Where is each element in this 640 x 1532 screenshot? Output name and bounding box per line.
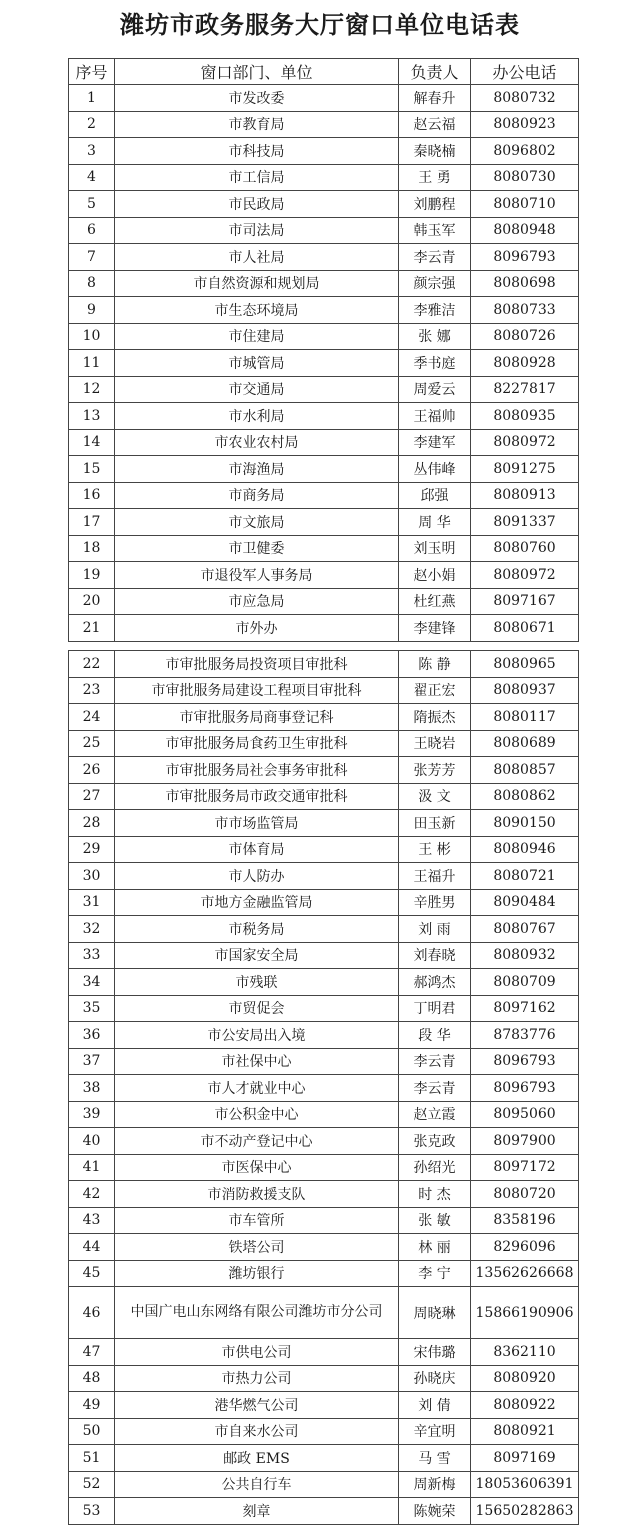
row-unit: 市退役军人事务局	[115, 562, 399, 589]
row-unit: 市消防救援支队	[115, 1181, 399, 1208]
table-row	[69, 429, 579, 456]
row-person: 张芳芳	[399, 757, 471, 784]
row-phone: 8080709	[471, 969, 579, 996]
row-unit: 中国广电山东网络有限公司潍坊市分公司	[115, 1287, 399, 1339]
row-number: 26	[69, 757, 115, 784]
table-row	[69, 1154, 579, 1181]
row-number: 11	[69, 350, 115, 377]
row-unit: 市卫健委	[115, 535, 399, 562]
row-person: 邱强	[399, 482, 471, 509]
row-unit: 市贸促会	[115, 995, 399, 1022]
row-number: 4	[69, 164, 115, 191]
row-unit: 刻章	[115, 1498, 399, 1525]
row-person: 李云青	[399, 244, 471, 271]
row-phone: 8080710	[471, 191, 579, 218]
table-row	[69, 270, 579, 297]
row-number: 48	[69, 1365, 115, 1392]
row-number: 28	[69, 810, 115, 837]
row-unit: 市体育局	[115, 836, 399, 863]
row-unit: 铁塔公司	[115, 1234, 399, 1261]
table-row	[69, 111, 579, 138]
table-header-row	[69, 59, 579, 85]
row-phone: 8080972	[471, 562, 579, 589]
row-phone: 8091337	[471, 509, 579, 536]
phone-table-section-1	[68, 58, 579, 642]
table-row	[69, 1207, 579, 1234]
row-phone: 8080726	[471, 323, 579, 350]
row-number: 44	[69, 1234, 115, 1261]
row-unit: 市人防办	[115, 863, 399, 890]
row-phone: 8080937	[471, 677, 579, 704]
row-number: 39	[69, 1101, 115, 1128]
row-person: 周新梅	[399, 1471, 471, 1498]
table-row	[69, 836, 579, 863]
row-number: 12	[69, 376, 115, 403]
phone-table-section-2	[68, 650, 579, 1339]
table-row	[69, 1101, 579, 1128]
row-phone: 8080720	[471, 1181, 579, 1208]
row-phone: 8080946	[471, 836, 579, 863]
row-person: 王 彬	[399, 836, 471, 863]
table-row	[69, 1128, 579, 1155]
row-number: 29	[69, 836, 115, 863]
row-number: 38	[69, 1075, 115, 1102]
row-person: 张克政	[399, 1128, 471, 1155]
table-row	[69, 677, 579, 704]
row-person: 赵立霞	[399, 1101, 471, 1128]
row-person: 丛伟峰	[399, 456, 471, 483]
row-unit: 市生态环境局	[115, 297, 399, 324]
row-person: 颜宗强	[399, 270, 471, 297]
row-person: 段 华	[399, 1022, 471, 1049]
row-person: 刘春晓	[399, 942, 471, 969]
row-number: 14	[69, 429, 115, 456]
row-person: 李云青	[399, 1075, 471, 1102]
row-person: 张 敏	[399, 1207, 471, 1234]
row-person: 周晓琳	[399, 1287, 471, 1339]
table-row	[69, 757, 579, 784]
row-number: 15	[69, 456, 115, 483]
table-row	[69, 482, 579, 509]
row-phone: 18053606391	[471, 1471, 579, 1498]
row-number: 13	[69, 403, 115, 430]
row-number: 40	[69, 1128, 115, 1155]
row-person: 王福帅	[399, 403, 471, 430]
row-phone: 8080117	[471, 704, 579, 731]
row-person: 李 宁	[399, 1260, 471, 1287]
row-unit: 市审批服务局建设工程项目审批科	[115, 677, 399, 704]
row-phone: 8091275	[471, 456, 579, 483]
row-phone: 8080760	[471, 535, 579, 562]
table-row	[69, 942, 579, 969]
row-person: 宋伟璐	[399, 1339, 471, 1366]
row-phone: 8296096	[471, 1234, 579, 1261]
row-person: 孙晓庆	[399, 1365, 471, 1392]
header-person: 负责人	[399, 59, 471, 85]
table-row	[69, 1418, 579, 1445]
table-row	[69, 509, 579, 536]
row-unit: 市交通局	[115, 376, 399, 403]
row-person: 汲 文	[399, 783, 471, 810]
row-unit: 市商务局	[115, 482, 399, 509]
table-row	[69, 535, 579, 562]
row-phone: 8095060	[471, 1101, 579, 1128]
row-number: 19	[69, 562, 115, 589]
row-unit: 潍坊银行	[115, 1260, 399, 1287]
row-unit: 市海渔局	[115, 456, 399, 483]
row-unit: 公共自行车	[115, 1471, 399, 1498]
row-number: 35	[69, 995, 115, 1022]
table-row	[69, 1392, 579, 1419]
table-row	[69, 244, 579, 271]
table-row	[69, 297, 579, 324]
row-person: 周爱云	[399, 376, 471, 403]
row-person: 王福升	[399, 863, 471, 890]
row-phone: 8080671	[471, 615, 579, 642]
row-phone: 8080721	[471, 863, 579, 890]
row-person: 陈 静	[399, 651, 471, 678]
table-row	[69, 916, 579, 943]
row-person: 赵云福	[399, 111, 471, 138]
table-row	[69, 588, 579, 615]
row-phone: 13562626668	[471, 1260, 579, 1287]
row-phone: 8080922	[471, 1392, 579, 1419]
row-unit: 市发改委	[115, 85, 399, 112]
row-person: 马 雪	[399, 1445, 471, 1472]
row-number: 43	[69, 1207, 115, 1234]
row-number: 17	[69, 509, 115, 536]
row-unit: 市科技局	[115, 138, 399, 165]
row-number: 33	[69, 942, 115, 969]
table-row	[69, 704, 579, 731]
table-row	[69, 1048, 579, 1075]
row-unit: 市工信局	[115, 164, 399, 191]
table-row	[69, 1181, 579, 1208]
row-unit: 市不动产登记中心	[115, 1128, 399, 1155]
table-row	[69, 323, 579, 350]
row-number: 3	[69, 138, 115, 165]
row-phone: 8097162	[471, 995, 579, 1022]
row-person: 辛胜男	[399, 889, 471, 916]
row-person: 李建锋	[399, 615, 471, 642]
row-phone: 8080948	[471, 217, 579, 244]
row-unit: 市车管所	[115, 1207, 399, 1234]
row-number: 8	[69, 270, 115, 297]
table-row	[69, 730, 579, 757]
row-number: 34	[69, 969, 115, 996]
header-unit: 窗口部门、单位	[115, 59, 399, 85]
row-number: 22	[69, 651, 115, 678]
row-unit: 市人才就业中心	[115, 1075, 399, 1102]
table-row	[69, 783, 579, 810]
row-unit: 市农业农村局	[115, 429, 399, 456]
row-phone: 8096793	[471, 1048, 579, 1075]
row-person: 刘鹏程	[399, 191, 471, 218]
row-phone: 8096793	[471, 244, 579, 271]
row-unit: 市热力公司	[115, 1365, 399, 1392]
row-person: 刘 倩	[399, 1392, 471, 1419]
table-row	[69, 85, 579, 112]
row-unit: 市自然资源和规划局	[115, 270, 399, 297]
table-row	[69, 889, 579, 916]
table-row	[69, 164, 579, 191]
header-no: 序号	[69, 59, 115, 85]
row-number: 51	[69, 1445, 115, 1472]
table-row	[69, 863, 579, 890]
row-unit: 港华燃气公司	[115, 1392, 399, 1419]
row-number: 47	[69, 1339, 115, 1366]
table-row	[69, 562, 579, 589]
row-person: 刘 雨	[399, 916, 471, 943]
row-unit: 市市场监管局	[115, 810, 399, 837]
row-person: 季书庭	[399, 350, 471, 377]
row-phone: 8080921	[471, 1418, 579, 1445]
row-person: 赵小娟	[399, 562, 471, 589]
row-phone: 8080767	[471, 916, 579, 943]
row-person: 刘玉明	[399, 535, 471, 562]
row-phone: 8080730	[471, 164, 579, 191]
row-person: 周 华	[399, 509, 471, 536]
row-person: 田玉新	[399, 810, 471, 837]
table-row	[69, 1498, 579, 1525]
row-unit: 市司法局	[115, 217, 399, 244]
row-phone: 8097900	[471, 1128, 579, 1155]
row-unit: 市医保中心	[115, 1154, 399, 1181]
row-number: 23	[69, 677, 115, 704]
row-person: 陈婉荣	[399, 1498, 471, 1525]
row-phone: 8080733	[471, 297, 579, 324]
table-row	[69, 1445, 579, 1472]
table-row	[69, 1075, 579, 1102]
table-row	[69, 969, 579, 996]
row-phone: 8090150	[471, 810, 579, 837]
row-number: 18	[69, 535, 115, 562]
row-number: 24	[69, 704, 115, 731]
phone-table-section-3	[68, 1338, 579, 1525]
row-unit: 市社保中心	[115, 1048, 399, 1075]
row-number: 21	[69, 615, 115, 642]
row-person: 林 丽	[399, 1234, 471, 1261]
row-number: 32	[69, 916, 115, 943]
row-number: 20	[69, 588, 115, 615]
row-phone: 8783776	[471, 1022, 579, 1049]
row-person: 王晓岩	[399, 730, 471, 757]
row-number: 2	[69, 111, 115, 138]
row-phone: 8090484	[471, 889, 579, 916]
row-number: 36	[69, 1022, 115, 1049]
row-unit: 市审批服务局市政交通审批科	[115, 783, 399, 810]
table-row	[69, 456, 579, 483]
row-person: 李云青	[399, 1048, 471, 1075]
row-unit: 市应急局	[115, 588, 399, 615]
row-number: 27	[69, 783, 115, 810]
row-unit: 邮政 EMS	[115, 1445, 399, 1472]
table-row	[69, 1471, 579, 1498]
row-phone: 8080965	[471, 651, 579, 678]
row-number: 1	[69, 85, 115, 112]
row-number: 6	[69, 217, 115, 244]
row-unit: 市公安局出入境	[115, 1022, 399, 1049]
row-phone: 15866190906	[471, 1287, 579, 1339]
row-person: 李建军	[399, 429, 471, 456]
row-phone: 8080928	[471, 350, 579, 377]
row-person: 解春升	[399, 85, 471, 112]
row-unit: 市民政局	[115, 191, 399, 218]
row-phone: 8227817	[471, 376, 579, 403]
table-row	[69, 1022, 579, 1049]
row-unit: 市教育局	[115, 111, 399, 138]
row-number: 53	[69, 1498, 115, 1525]
row-number: 45	[69, 1260, 115, 1287]
row-person: 翟正宏	[399, 677, 471, 704]
table-row	[69, 810, 579, 837]
table-row	[69, 1287, 579, 1339]
row-unit: 市审批服务局食药卫生审批科	[115, 730, 399, 757]
row-phone: 8080862	[471, 783, 579, 810]
row-unit: 市审批服务局社会事务审批科	[115, 757, 399, 784]
row-person: 李雅洁	[399, 297, 471, 324]
table-row	[69, 191, 579, 218]
row-phone: 8080923	[471, 111, 579, 138]
row-phone: 8080932	[471, 942, 579, 969]
row-number: 31	[69, 889, 115, 916]
row-unit: 市住建局	[115, 323, 399, 350]
row-person: 丁明君	[399, 995, 471, 1022]
row-unit: 市外办	[115, 615, 399, 642]
page-title: 潍坊市政务服务大厅窗口单位电话表	[120, 10, 520, 39]
row-unit: 市国家安全局	[115, 942, 399, 969]
row-phone: 8096802	[471, 138, 579, 165]
table-row	[69, 1365, 579, 1392]
row-phone: 8097169	[471, 1445, 579, 1472]
row-phone: 8080857	[471, 757, 579, 784]
row-person: 隋振杰	[399, 704, 471, 731]
row-number: 9	[69, 297, 115, 324]
row-person: 郝鸿杰	[399, 969, 471, 996]
row-unit: 市审批服务局商事登记科	[115, 704, 399, 731]
table-row	[69, 138, 579, 165]
row-phone: 8080732	[471, 85, 579, 112]
row-phone: 8096793	[471, 1075, 579, 1102]
row-phone: 8080913	[471, 482, 579, 509]
row-number: 30	[69, 863, 115, 890]
table-row	[69, 1234, 579, 1261]
row-unit: 市税务局	[115, 916, 399, 943]
row-number: 10	[69, 323, 115, 350]
row-number: 41	[69, 1154, 115, 1181]
table-row	[69, 1339, 579, 1366]
row-phone: 8080698	[471, 270, 579, 297]
row-person: 秦晓楠	[399, 138, 471, 165]
row-phone: 8080935	[471, 403, 579, 430]
table-row	[69, 995, 579, 1022]
row-number: 37	[69, 1048, 115, 1075]
row-unit: 市水利局	[115, 403, 399, 430]
row-number: 7	[69, 244, 115, 271]
row-phone: 8362110	[471, 1339, 579, 1366]
table-row	[69, 1260, 579, 1287]
row-person: 张 娜	[399, 323, 471, 350]
row-phone: 8080972	[471, 429, 579, 456]
row-unit: 市地方金融监管局	[115, 889, 399, 916]
row-phone: 8080689	[471, 730, 579, 757]
table-row	[69, 217, 579, 244]
row-number: 52	[69, 1471, 115, 1498]
row-unit: 市审批服务局投资项目审批科	[115, 651, 399, 678]
row-unit: 市公积金中心	[115, 1101, 399, 1128]
row-person: 韩玉军	[399, 217, 471, 244]
row-phone: 8080920	[471, 1365, 579, 1392]
row-number: 16	[69, 482, 115, 509]
table-row	[69, 615, 579, 642]
table-row	[69, 350, 579, 377]
row-number: 46	[69, 1287, 115, 1339]
row-unit: 市文旅局	[115, 509, 399, 536]
row-phone: 8097167	[471, 588, 579, 615]
header-phone: 办公电话	[471, 59, 579, 85]
row-unit: 市供电公司	[115, 1339, 399, 1366]
row-number: 50	[69, 1418, 115, 1445]
row-phone: 8358196	[471, 1207, 579, 1234]
table-row	[69, 403, 579, 430]
row-person: 杜红燕	[399, 588, 471, 615]
row-person: 孙绍光	[399, 1154, 471, 1181]
row-number: 5	[69, 191, 115, 218]
row-unit: 市人社局	[115, 244, 399, 271]
table-row	[69, 651, 579, 678]
row-number: 42	[69, 1181, 115, 1208]
row-phone: 15650282863	[471, 1498, 579, 1525]
row-unit: 市城管局	[115, 350, 399, 377]
row-unit: 市自来水公司	[115, 1418, 399, 1445]
table-row	[69, 376, 579, 403]
row-number: 25	[69, 730, 115, 757]
row-unit: 市残联	[115, 969, 399, 996]
row-person: 时 杰	[399, 1181, 471, 1208]
row-phone: 8097172	[471, 1154, 579, 1181]
row-number: 49	[69, 1392, 115, 1419]
row-person: 王 勇	[399, 164, 471, 191]
row-person: 辛宜明	[399, 1418, 471, 1445]
